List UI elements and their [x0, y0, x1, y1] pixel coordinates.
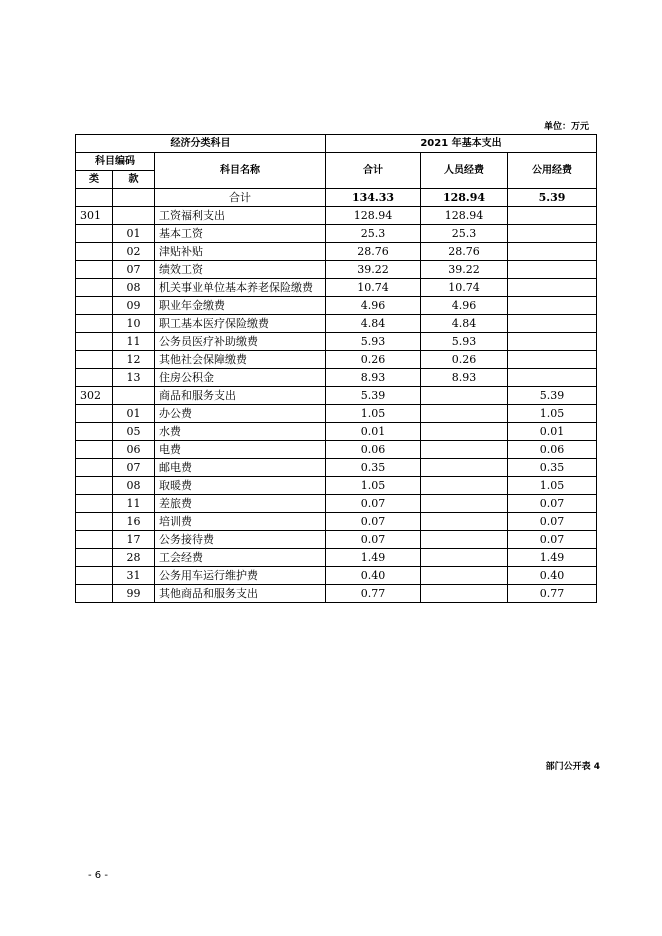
header-row-2: [76, 153, 597, 171]
personnel-cell: [421, 405, 508, 423]
total-cat-cell: [76, 189, 113, 207]
category-cell: [76, 459, 113, 477]
public-cell: [508, 333, 597, 351]
header-economic-class: 经济分类科目: [76, 135, 326, 153]
subject-name-cell: 办公费: [155, 405, 326, 423]
header-subject-name: 科目名称: [155, 153, 326, 189]
subject-name-cell: 电费: [155, 441, 326, 459]
total-cell: 0.01: [326, 423, 421, 441]
public-cell: [508, 369, 597, 387]
personnel-cell: 0.26: [421, 351, 508, 369]
public-cell: 0.07: [508, 513, 597, 531]
item-cell: [113, 207, 155, 225]
total-cell: 5.39: [326, 387, 421, 405]
public-cell: 1.49: [508, 549, 597, 567]
item-cell: 08: [113, 477, 155, 495]
subject-name-cell: 邮电费: [155, 459, 326, 477]
category-cell: [76, 333, 113, 351]
public-cell: 0.06: [508, 441, 597, 459]
category-cell: [76, 423, 113, 441]
item-cell: 16: [113, 513, 155, 531]
unit-label: 单位：万元: [543, 122, 589, 132]
item-cell: 07: [113, 261, 155, 279]
public-cell: [508, 351, 597, 369]
item-cell: 28: [113, 549, 155, 567]
item-cell: 09: [113, 297, 155, 315]
total-row: [76, 189, 597, 207]
table-row: [76, 441, 597, 459]
category-cell: [76, 477, 113, 495]
personnel-cell: [421, 441, 508, 459]
personnel-cell: 39.22: [421, 261, 508, 279]
item-cell: 01: [113, 225, 155, 243]
personnel-cell: [421, 423, 508, 441]
subject-name-cell: 公务员医疗补助缴费: [155, 333, 326, 351]
personnel-cell: [421, 585, 508, 603]
personnel-cell: [421, 495, 508, 513]
item-cell: 11: [113, 333, 155, 351]
table-row: [76, 477, 597, 495]
total-cell: 1.05: [326, 477, 421, 495]
total-cell: 0.40: [326, 567, 421, 585]
header-total: 合计: [326, 153, 421, 189]
category-cell: [76, 441, 113, 459]
table-row: [76, 261, 597, 279]
item-cell: 12: [113, 351, 155, 369]
table-row: [76, 423, 597, 441]
personnel-cell: 128.94: [421, 207, 508, 225]
item-cell: 02: [113, 243, 155, 261]
category-cell: [76, 369, 113, 387]
personnel-cell: 4.96: [421, 297, 508, 315]
total-cell: 28.76: [326, 243, 421, 261]
public-cell: 1.05: [508, 405, 597, 423]
category-cell: [76, 585, 113, 603]
category-cell: [76, 549, 113, 567]
total-cell: 25.3: [326, 225, 421, 243]
category-cell: [76, 315, 113, 333]
total-cell: 8.93: [326, 369, 421, 387]
subject-name-cell: 职业年金缴费: [155, 297, 326, 315]
public-cell: 0.40: [508, 567, 597, 585]
table-row: [76, 333, 597, 351]
total-cell: 5.93: [326, 333, 421, 351]
total-cell: 0.07: [326, 495, 421, 513]
category-cell: [76, 405, 113, 423]
table-row: [76, 459, 597, 477]
category-cell: [76, 297, 113, 315]
total-cell: 10.74: [326, 279, 421, 297]
personnel-cell: 8.93: [421, 369, 508, 387]
item-cell: 17: [113, 531, 155, 549]
item-cell: 11: [113, 495, 155, 513]
public-cell: 0.01: [508, 423, 597, 441]
item-cell: 05: [113, 423, 155, 441]
item-cell: 08: [113, 279, 155, 297]
personnel-cell: [421, 513, 508, 531]
table-row: [76, 297, 597, 315]
category-cell: [76, 567, 113, 585]
personnel-cell: [421, 459, 508, 477]
table-row: [76, 351, 597, 369]
public-cell: [508, 207, 597, 225]
public-cell: 0.07: [508, 531, 597, 549]
total-cell: 128.94: [326, 207, 421, 225]
total-item-cell: [113, 189, 155, 207]
category-cell: [76, 351, 113, 369]
public-cell: [508, 279, 597, 297]
subject-name-cell: 取暖费: [155, 477, 326, 495]
subject-name-cell: 基本工资: [155, 225, 326, 243]
total-cell: 4.84: [326, 315, 421, 333]
total-name-cell: 合计: [155, 189, 326, 207]
item-cell: 13: [113, 369, 155, 387]
personnel-cell: 5.93: [421, 333, 508, 351]
header-year-basic-expense: 2021 年基本支出: [326, 135, 597, 153]
subject-name-cell: 其他商品和服务支出: [155, 585, 326, 603]
public-cell: 0.77: [508, 585, 597, 603]
total-cell: 0.35: [326, 459, 421, 477]
table-row: [76, 549, 597, 567]
item-cell: 01: [113, 405, 155, 423]
basic-expense-table: [75, 134, 597, 603]
category-cell: 301: [76, 207, 113, 225]
total-cell: 0.06: [326, 441, 421, 459]
public-cell: 1.05: [508, 477, 597, 495]
total-cell: 0.07: [326, 531, 421, 549]
public-cell: [508, 315, 597, 333]
personnel-cell: [421, 531, 508, 549]
subject-name-cell: 公务用车运行维护费: [155, 567, 326, 585]
category-cell: [76, 279, 113, 297]
personnel-cell: [421, 387, 508, 405]
total-cell: 39.22: [326, 261, 421, 279]
total-personnel-cell: 128.94: [421, 189, 508, 207]
total-cell: 1.49: [326, 549, 421, 567]
personnel-cell: 25.3: [421, 225, 508, 243]
total-cell: 1.05: [326, 405, 421, 423]
subject-name-cell: 水费: [155, 423, 326, 441]
public-cell: [508, 243, 597, 261]
table-row: [76, 315, 597, 333]
category-cell: [76, 225, 113, 243]
table-row: [76, 585, 597, 603]
subject-name-cell: 工资福利支出: [155, 207, 326, 225]
item-cell: 31: [113, 567, 155, 585]
total-cell: 0.07: [326, 513, 421, 531]
item-cell: 10: [113, 315, 155, 333]
header-item: 款: [113, 171, 155, 189]
category-cell: [76, 531, 113, 549]
header-row-1: [76, 135, 597, 153]
total-cell: 0.77: [326, 585, 421, 603]
personnel-cell: [421, 477, 508, 495]
subject-name-cell: 培训费: [155, 513, 326, 531]
personnel-cell: 10.74: [421, 279, 508, 297]
subject-name-cell: 其他社会保障缴费: [155, 351, 326, 369]
total-total-cell: 134.33: [326, 189, 421, 207]
subject-name-cell: 工会经费: [155, 549, 326, 567]
header-category: 类: [76, 171, 113, 189]
category-cell: 302: [76, 387, 113, 405]
item-cell: 06: [113, 441, 155, 459]
header-public: 公用经费: [508, 153, 597, 189]
table-row: [76, 495, 597, 513]
table-row: [76, 225, 597, 243]
public-cell: [508, 261, 597, 279]
subject-name-cell: 津贴补贴: [155, 243, 326, 261]
personnel-cell: [421, 567, 508, 585]
table-row: [76, 243, 597, 261]
personnel-cell: [421, 549, 508, 567]
table-row: [76, 207, 597, 225]
footer-label: 部门公开表 4: [545, 762, 600, 772]
table-row: [76, 567, 597, 585]
page-number: - 6 -: [88, 870, 108, 881]
subject-name-cell: 商品和服务支出: [155, 387, 326, 405]
public-cell: 0.35: [508, 459, 597, 477]
public-cell: 5.39: [508, 387, 597, 405]
table-row: [76, 513, 597, 531]
public-cell: [508, 225, 597, 243]
subject-name-cell: 住房公积金: [155, 369, 326, 387]
total-public-cell: 5.39: [508, 189, 597, 207]
total-cell: 0.26: [326, 351, 421, 369]
subject-name-cell: 绩效工资: [155, 261, 326, 279]
personnel-cell: 28.76: [421, 243, 508, 261]
table-row: [76, 387, 597, 405]
table-row: [76, 531, 597, 549]
personnel-cell: 4.84: [421, 315, 508, 333]
header-personnel: 人员经费: [421, 153, 508, 189]
item-cell: [113, 387, 155, 405]
item-cell: 07: [113, 459, 155, 477]
table-row: [76, 369, 597, 387]
subject-name-cell: 机关事业单位基本养老保险缴费: [155, 279, 326, 297]
category-cell: [76, 261, 113, 279]
table-row: [76, 405, 597, 423]
item-cell: 99: [113, 585, 155, 603]
subject-name-cell: 职工基本医疗保险缴费: [155, 315, 326, 333]
total-cell: 4.96: [326, 297, 421, 315]
public-cell: 0.07: [508, 495, 597, 513]
header-subject-code: 科目编码: [76, 153, 155, 171]
category-cell: [76, 495, 113, 513]
subject-name-cell: 差旅费: [155, 495, 326, 513]
subject-name-cell: 公务接待费: [155, 531, 326, 549]
category-cell: [76, 243, 113, 261]
public-cell: [508, 297, 597, 315]
category-cell: [76, 513, 113, 531]
table-row: [76, 279, 597, 297]
